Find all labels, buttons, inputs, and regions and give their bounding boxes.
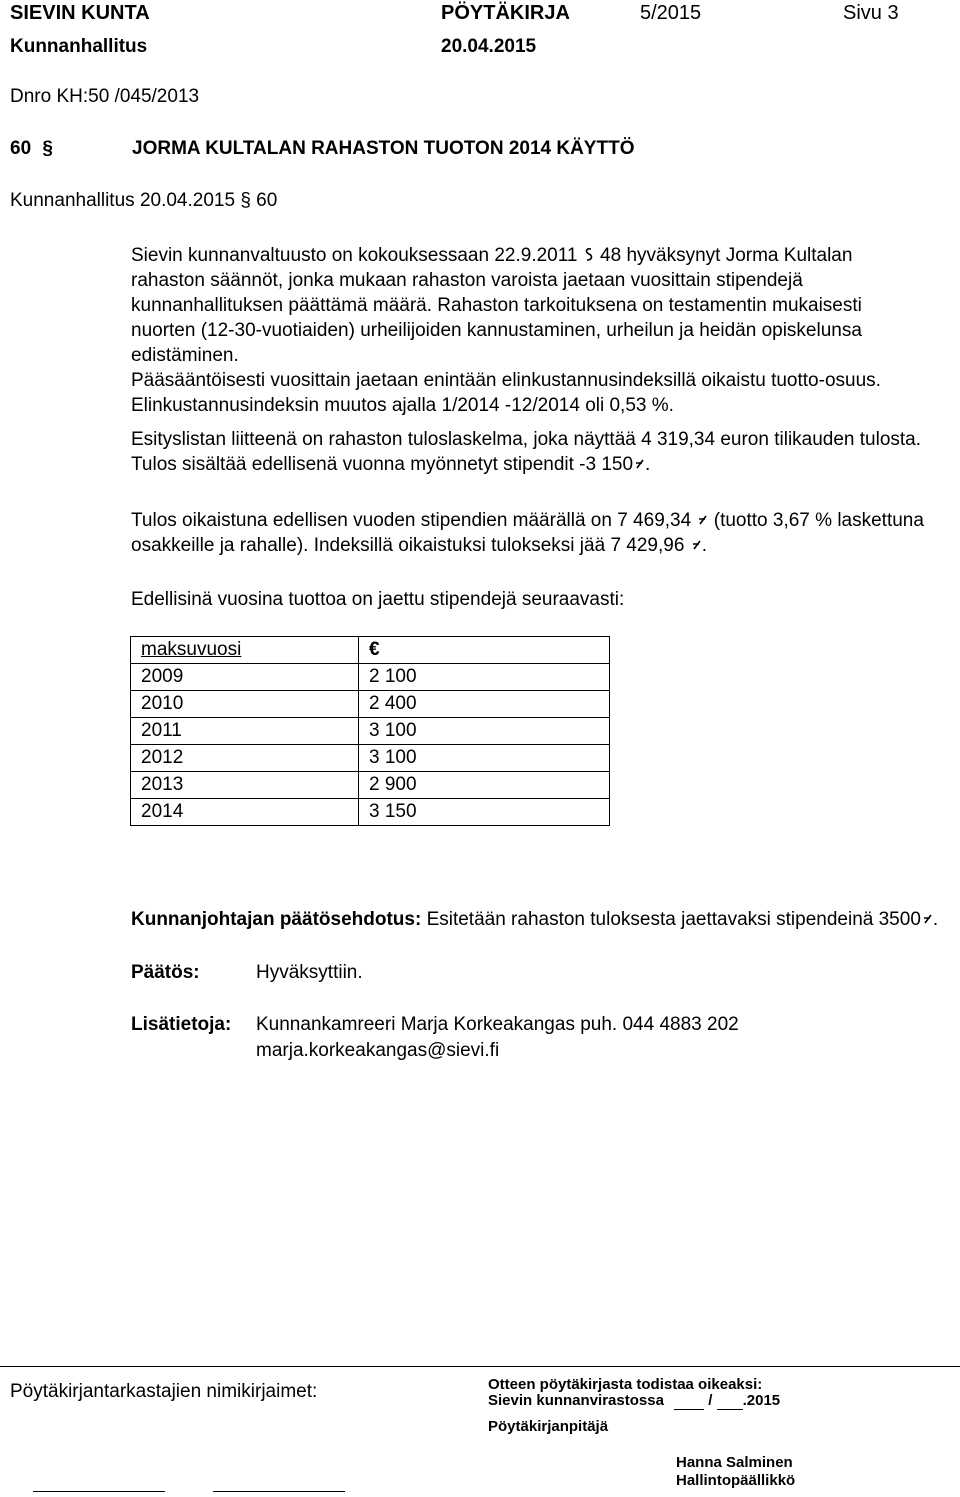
stipend-table <box>130 636 610 826</box>
ref-number: 60 <box>256 190 278 211</box>
table-row <box>131 664 610 691</box>
p1-text-a: Sievin kunnanvaltuusto on kokouksessaan 22.9.2011 <box>131 245 578 266</box>
p1-text-c: Pääsääntöisesti vuosittain jaetaan enintään elinkustannusindeksillä oikaistu tuotto-osuus. <box>131 370 881 391</box>
document-type: PÖYTÄKIRJA <box>441 2 570 24</box>
table-cell-amount: 3 150 <box>359 799 610 826</box>
info-label: Lisätietoja: <box>131 1014 232 1035</box>
proposal: Kunnanjohtajan päätösehdotus: Esitetään rahaston tuloksesta jaettavaksi stipendeinä 3500 . <box>131 909 939 930</box>
euro-icon <box>633 456 645 472</box>
euro-icon <box>690 537 702 553</box>
table-cell-year: 2009 <box>131 664 359 691</box>
table-cell-amount: 2 900 <box>359 772 610 799</box>
table-header-row <box>131 637 610 664</box>
proposal-text: Esitetään rahaston tuloksesta jaettavaksi stipendeinä 3500 <box>426 909 921 930</box>
table-row <box>131 718 610 745</box>
paragraph-3: Tulos oikaistuna edellisen vuoden stipendien määrällä on 7 469,34 (tuotto 3,67 % laskettuna osakkeille ja rahalle). Indeksillä oikaistuksi tulokseksi jää 7 429,96 . <box>131 510 924 556</box>
table-cell-year: 2011 <box>131 718 359 745</box>
section-reference <box>10 190 277 212</box>
p3-text-b: (tuotto 3,67 % laskettuna osakkeille ja rahalle). Indeksillä oikaistuksi tulokseksi jää 7 429,96 <box>131 510 924 556</box>
table-row <box>131 745 610 772</box>
table-cell-amount: 3 100 <box>359 745 610 772</box>
table-cell-year: 2013 <box>131 772 359 799</box>
decision-label: Päätös: <box>131 962 200 983</box>
p2-text-b: Tulos sisältää edellisenä vuonna myönnetyt stipendit -3 150 <box>131 454 634 475</box>
paragraph-2: Esityslistan liitteenä on rahaston tuloslaskelma, joka näyttää 4 319,34 euron tilikauden tulosta. Tulos sisältää edellisenä vuonna myönnetyt stipendit -3 150 . <box>131 427 931 477</box>
certify-label: Otteen pöytäkirjasta todistaa oikeaksi: <box>488 1376 763 1393</box>
table-row <box>131 691 610 718</box>
info-line-1: Kunnankamreeri Marja Korkeakangas puh. 044 4883 202 <box>256 1014 739 1035</box>
p2-text-a: Esityslistan liitteenä on rahaston tuloslaskelma, joka näyttää 4 319,34 euron tilikauden tulosta. <box>131 429 922 450</box>
table-cell-year: 2010 <box>131 691 359 718</box>
table-row <box>131 772 610 799</box>
meeting-body: Kunnanhallitus <box>10 36 148 57</box>
p3-text-a: Tulos oikaistuna edellisen vuoden stipendien määrällä on 7 469,34 <box>131 510 692 531</box>
day-blank <box>674 1392 704 1410</box>
table-cell-amount: 3 100 <box>359 718 610 745</box>
table-cell-year: 2012 <box>131 745 359 772</box>
proposal-label: Kunnanjohtajan päätösehdotus: <box>131 909 422 930</box>
inspectors-label: Pöytäkirjantarkastajien nimikirjaimet: <box>10 1381 318 1402</box>
table-header-year: maksuvuosi <box>131 637 359 664</box>
section-title-row <box>10 138 635 160</box>
ref-body: Kunnanhallitus <box>10 190 135 211</box>
paragraph-4: Edellisinä vuosina tuottoa on jaettu stipendejä seuraavasti: <box>131 589 625 610</box>
table-cell-amount: 2 400 <box>359 691 610 718</box>
ref-symbol-icon: § <box>240 190 251 211</box>
initials-line-2 <box>213 1491 345 1492</box>
page-number: Sivu 3 <box>843 2 899 24</box>
section-symbol-icon: § <box>42 138 53 159</box>
p1-text-b: 48 hyväksynyt Jorma Kultalan rahaston säännöt, jonka mukaan rahaston varoista jaetaan vuosittain stipendejä kunnanhallituksen päättämä määrä. Rahaston tarkoituksena on testamentin mukaisesti nuorten (12-30-vuotiaiden) urheilijoiden kannustaminen, urheilun ja heidän opiskelunsa edistäminen. <box>131 245 862 366</box>
section-title: JORMA KULTALAN RAHASTON TUOTON 2014 KÄYTTÖ <box>132 138 635 159</box>
month-blank <box>717 1392 743 1410</box>
minutes-keeper: Pöytäkirjanpitäjä <box>488 1418 609 1435</box>
ref-date: 20.04.2015 <box>139 190 236 211</box>
date-slash: / <box>708 1392 713 1409</box>
table-cell-year: 2014 <box>131 799 359 826</box>
info-email: marja.korkeakangas@sievi.fi <box>256 1040 500 1061</box>
euro-icon <box>696 512 708 528</box>
table-cell-amount: 2 100 <box>359 664 610 691</box>
table-header-currency: € <box>359 637 610 664</box>
certify-place: Sievin kunnanvirastossa <box>488 1392 664 1409</box>
section-number: 60 <box>10 138 32 159</box>
table-row <box>131 799 610 826</box>
meeting-number: 5/2015 <box>640 2 702 24</box>
dnro: Dnro KH:50 /045/2013 <box>10 86 200 107</box>
paragraph-1 <box>131 243 931 418</box>
p1-text-d: Elinkustannusindeksin muutos ajalla 1/2014 -12/2014 oli 0,53 %. <box>131 395 674 416</box>
meeting-date: 20.04.2015 <box>441 36 537 57</box>
euro-icon <box>921 911 933 927</box>
certify-place-row <box>488 1392 780 1410</box>
org-name: SIEVIN KUNTA <box>10 2 150 24</box>
initials-line-1 <box>33 1491 165 1492</box>
footer-divider <box>0 1366 960 1367</box>
decision-text: Hyväksyttiin. <box>256 962 363 983</box>
signer-title: Hallintopäällikkö <box>676 1472 796 1489</box>
section-mark-icon <box>583 247 595 263</box>
signer-name: Hanna Salminen <box>676 1454 793 1471</box>
certify-year: .2015 <box>742 1392 781 1409</box>
